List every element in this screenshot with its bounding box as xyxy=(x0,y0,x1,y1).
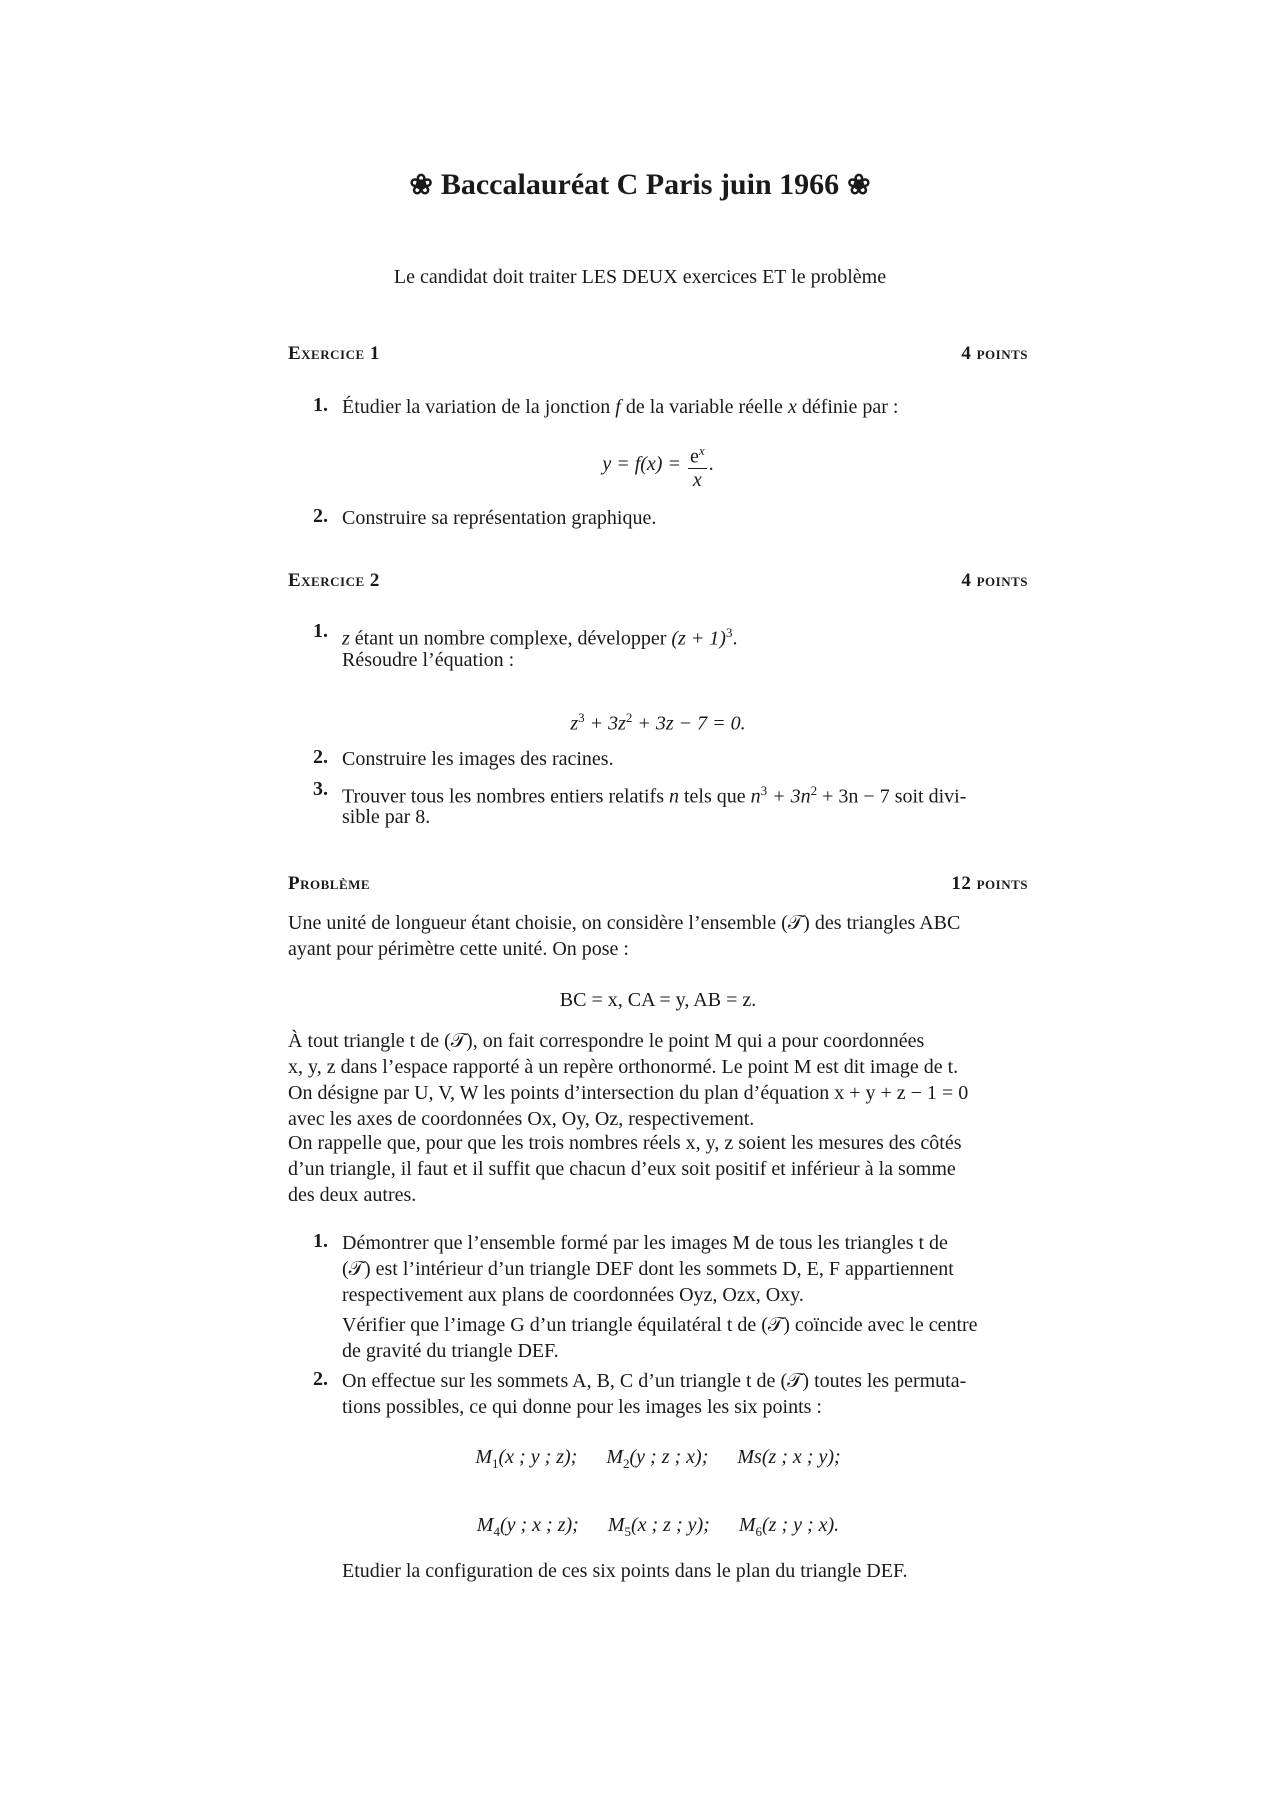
ex1-q2-text: Construire sa représentation graphique. xyxy=(342,507,657,529)
problem-definitions: BC = x, CA = y, AB = z. xyxy=(559,989,757,1011)
point-m1: $M_1(x$ ; y ; z); xyxy=(475,1446,578,1471)
point-m6: $M_6(z$ ; y ; x). xyxy=(738,1514,840,1539)
ex1-fraction: $\frac{e^x}{x}$ xyxy=(688,440,707,491)
point-m5: $M_5(x$ ; z ; y); xyxy=(607,1514,710,1539)
prob-q1-text: Démontrer que l’ensemble formé par les images M de tous les triangles t de (𝒯) est l’intérieur d’un triangle DEF dont les sommets D, E, F appartiennent respectivement aux plans de coordonnées Oyz, Ozx, Oxy. Vérifier que l’image G d’un triangle équilatéral t de (𝒯) coïncide avec le centre de gravité du triangle DEF. xyxy=(342,1232,978,1362)
problem-para3: On rappelle que, pour que les trois nombres réels x, y, z soient les mesures des côtés d’un triangle, il faut et il suffit que chacun d’eux soit positif et inférieur à la somme des deux autres. xyxy=(288,1132,962,1206)
ex2-q2-number: 2. xyxy=(313,746,328,768)
ex1-formula: y = f(x) = $\frac{e^x}{x}$ . xyxy=(288,440,1028,491)
points-row-2 xyxy=(288,1512,1028,1545)
prob-q2-number: 2. xyxy=(313,1368,328,1390)
exercise2-heading: Exercice 2 xyxy=(288,570,380,591)
ex2-q3-line2: sible par 8. xyxy=(342,806,431,828)
ex2-q3-number: 3. xyxy=(313,778,328,800)
page-title xyxy=(0,168,1280,202)
exercise1-heading: Exercice 1 xyxy=(288,343,380,364)
point-m4: $M_4(y$ ; x ; z); xyxy=(476,1514,579,1539)
problem-para1: Une unité de longueur étant choisie, on considère l’ensemble (𝒯) des triangles ABC ayant pour périmètre cette unité. On pose : xyxy=(288,912,961,960)
points-row-1 xyxy=(288,1444,1028,1477)
ex2-q1-text: z étant un nombre complexe, développer $(z + 1)^3$. xyxy=(342,625,738,650)
ex2-q1-number: 1. xyxy=(313,620,328,642)
left-ornament-icon: ❀ xyxy=(409,170,433,201)
prob-q2-last: Etudier la configuration de ces six points dans le plan du triangle DEF. xyxy=(342,1560,908,1582)
exercise2-points: 4 points xyxy=(961,570,1028,591)
point-m2: $M_2(y$ ; z ; x); xyxy=(606,1446,709,1471)
problem-heading: Problème xyxy=(288,873,371,894)
title-text: Baccalauréat C Paris juin 1966 xyxy=(440,168,840,201)
exercise1-points: 4 points xyxy=(961,343,1028,364)
exercise1-header xyxy=(288,343,1028,369)
ex1-q1-number: 1. xyxy=(313,394,328,416)
ex2-q3-text: Trouver tous les nombres entiers relatifs n tels que $n^3 + 3n^2 + 3n - 7$ soit divi- xyxy=(342,783,967,808)
prob-q2-text: On effectue sur les sommets A, B, C d’un triangle t de (𝒯) toutes les permuta- tions possibles, ce qui donne pour les images les six points : xyxy=(342,1370,967,1418)
problem-para2: À tout triangle t de (𝒯), on fait correspondre le point M qui a pour coordonnées x, y, z dans l’espace rapporté à un repère orthonormé. Le point M est dit image de t. On désigne par U, V, W les points d’intersection du plan d’équation x + y + z − 1 = 0 avec les axes de coordonnées Ox, Oy, Oz, respectivement. xyxy=(288,1030,969,1130)
problem-header xyxy=(288,873,1028,899)
point-m3: Ms(z ; x ; y); xyxy=(737,1446,841,1468)
intro-instruction: Le candidat doit traiter LES DEUX exercices ET le problème xyxy=(393,266,887,288)
ex1-q1-text: Étudier la variation de la jonction f de la variable réelle x définie par : xyxy=(342,396,899,418)
ex1-q2-number: 2. xyxy=(313,505,328,527)
prob-q1-number: 1. xyxy=(313,1230,328,1252)
ex2-q1-line2: Résoudre l’équation : xyxy=(342,649,515,671)
exercise2-header xyxy=(288,570,1028,596)
problem-points: 12 points xyxy=(951,873,1028,894)
ex2-equation: $z^3 + 3z^2 + 3z - 7 = 0$. xyxy=(570,710,746,735)
right-ornament-icon: ❀ xyxy=(847,170,871,201)
ex2-q2-text: Construire les images des racines. xyxy=(342,748,614,770)
